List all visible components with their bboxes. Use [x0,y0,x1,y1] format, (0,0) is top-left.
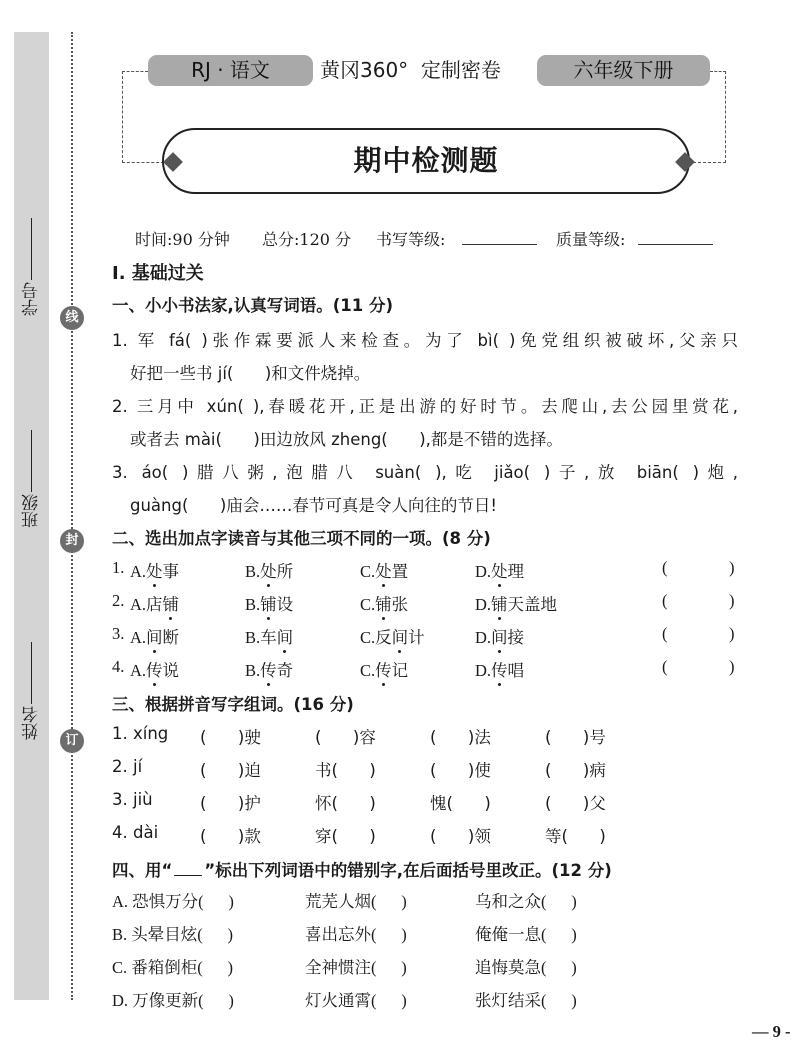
q4-item[interactable]: 追悔莫急( ) [475,958,577,977]
class-field[interactable] [14,430,49,528]
q2-number: 1. [112,558,125,577]
q2-number: 4. [112,657,125,676]
answer-paren-close[interactable]: ) [729,657,735,676]
seal-mark-xian: 线 [60,306,84,330]
option-word: 铺天盖地 [491,595,558,614]
answer-paren-open[interactable]: ( [662,591,668,610]
q3-blank-item[interactable]: ( )护 [200,794,261,813]
option-word: 间断 [146,628,180,647]
q3-blank-item[interactable]: 愧( ) [430,794,491,813]
q2-option[interactable] [360,624,425,648]
emphasis-dot-icon [267,617,270,620]
q3-pinyin: 1. xíng [112,724,169,743]
option-label: B. [245,628,261,647]
emphasis-dot-icon [283,650,286,653]
answer-paren-close[interactable]: ) [729,624,735,643]
q2-heading: 二、选出加点字读音与其他三项不同的一项。(8 分) [112,529,491,548]
writing-grade-label: 书写等级: [376,230,446,249]
q2-number: 3. [112,624,125,643]
option-label: B. [245,595,261,614]
q2-option[interactable] [360,657,408,681]
q3-blank-item[interactable]: 等( ) [545,827,606,846]
page-title: 期中检测题 [353,144,499,177]
q4-item[interactable]: 全神惯注( ) [305,958,407,977]
option-label: D. [475,661,492,680]
q3-pinyin: 3. jiù [112,790,153,809]
option-word-wrap [146,657,179,681]
exam-time: 时间:90 分钟 [135,230,230,249]
class-label: 班级 [22,494,42,528]
option-word-wrap [146,591,179,615]
option-word-wrap [260,558,293,582]
emphasis-dot-icon [153,683,156,686]
q4-item[interactable]: C. 番箱倒柜( ) [112,958,233,977]
emphasis-dot-icon [498,617,501,620]
option-word: 处理 [491,562,525,581]
option-word-wrap [146,624,179,648]
emphasis-dot-icon [382,683,385,686]
answer-paren-open[interactable]: ( [662,657,668,676]
emphasis-dot-icon [498,683,501,686]
q4-heading-post: ”标出下列词语中的错别字,在后面括号里改正。(12 分) [204,861,612,880]
seal-mark-ding: 订 [60,729,84,753]
q4-heading [112,857,612,881]
emphasis-dot-icon [382,584,385,587]
option-word: 车间 [260,628,294,647]
option-label: D. [475,595,492,614]
q4-item[interactable]: 俺俺一息( ) [475,925,577,944]
q3-blank-item[interactable]: ( )领 [430,827,491,846]
option-word: 传奇 [260,661,294,680]
q3-blank-item[interactable]: ( )迫 [200,761,261,780]
option-word-wrap [146,558,179,582]
q4-item[interactable]: 荒芜人烟( ) [305,892,407,911]
student-id-field[interactable] [14,218,49,316]
name-field[interactable] [14,642,49,740]
grade-badge: 六年级下册 [537,55,710,86]
option-word-wrap [375,591,408,615]
class-blank[interactable] [31,430,33,492]
q1-line: 或者去 mài( )田边放风 zheng( ),都是不错的选择。 [130,430,563,449]
part-heading: Ⅰ. 基础过关 [112,263,204,284]
q2-option[interactable] [475,591,557,615]
option-word-wrap [375,558,408,582]
option-word: 处所 [260,562,294,581]
option-label: C. [360,661,376,680]
q2-option[interactable] [475,657,524,681]
q3-blank-item[interactable]: ( )款 [200,827,261,846]
q1-line: guàng( )庙会……春节可真是令人向往的节日! [130,496,497,515]
option-word: 铺张 [375,595,409,614]
student-id-blank[interactable] [31,218,33,280]
q2-option[interactable] [245,558,293,582]
q2-option[interactable] [130,624,179,648]
emphasis-dot-icon [153,584,156,587]
q2-number: 2. [112,591,125,610]
option-label: A. [130,661,147,680]
answer-paren-open[interactable]: ( [662,558,668,577]
q3-blank-item[interactable]: ( )驶 [200,728,261,747]
q1-line: 2. 三月中 xún( ),春暖花开,正是出游的好时节。去爬山,去公园里赏花, [112,397,738,416]
frame-dash [710,71,726,72]
q3-blank-item[interactable]: ( )法 [430,728,491,747]
student-id-label: 学号 [22,282,42,316]
subject-badge: RJ · 语文 [148,55,313,86]
option-word: 传说 [146,661,180,680]
q3-blank-item[interactable]: 怀( ) [315,794,376,813]
title-box [162,128,690,194]
q4-heading-pre: 四、用“ [112,861,173,880]
option-label: D. [475,628,492,647]
option-word: 传唱 [491,661,525,680]
option-label: A. [130,562,147,581]
q2-option[interactable] [360,591,408,615]
option-label: C. [360,628,376,647]
q3-pinyin: 4. dài [112,823,159,842]
frame-dash [122,71,123,163]
option-word: 传记 [375,661,409,680]
writing-grade-blank[interactable] [462,244,537,245]
q2-option[interactable] [245,624,293,648]
option-word-wrap [491,591,557,615]
option-word: 铺设 [260,595,294,614]
option-label: C. [360,595,376,614]
q4-item[interactable]: 喜出忘外( ) [305,925,407,944]
option-word-wrap [375,657,408,681]
q3-heading: 三、根据拼音写字组词。(16 分) [112,695,354,714]
q3-blank-item[interactable]: 穿( ) [315,827,376,846]
option-label: A. [130,595,147,614]
name-blank[interactable] [31,642,33,704]
q2-option[interactable] [475,624,524,648]
option-word-wrap [260,624,293,648]
q2-option[interactable] [245,591,293,615]
emphasis-dot-icon [267,683,270,686]
q3-blank-item[interactable]: ( )父 [545,794,606,813]
q2-option[interactable] [475,558,524,582]
emphasis-dot-icon [382,617,385,620]
emphasis-dot-icon [169,617,172,620]
q2-option[interactable] [130,657,179,681]
q3-blank-item[interactable]: ( )使 [430,761,491,780]
emphasis-dot-icon [498,584,501,587]
q4-item[interactable]: 乌和之众( ) [475,892,577,911]
q4-item[interactable]: D. 万像更新( ) [112,991,234,1010]
option-word-wrap [260,657,293,681]
q3-pinyin: 2. jí [112,757,143,776]
emphasis-dot-icon [498,650,501,653]
cut-line [71,32,73,1000]
q1-line: 1. 军 fá( )张作霖要派人来检查。为了 bì( )免党组织被破坏,父亲只 [112,331,738,350]
option-label: A. [130,628,147,647]
option-word: 处置 [375,562,409,581]
emphasis-dot-icon [398,650,401,653]
q2-option[interactable] [130,558,179,582]
series-name: 黄冈360° 定制密卷 [320,58,501,82]
q3-blank-item[interactable]: ( )号 [545,728,606,747]
q1-line: 好把一些书 jí( )和文件烧掉。 [130,364,371,383]
quality-grade-label: 质量等级: [556,230,626,249]
underline-sample [174,865,202,876]
frame-dash [122,162,164,163]
name-label: 姓名 [22,706,42,740]
page-number: — 9 - [752,1022,791,1041]
option-label: D. [475,562,492,581]
frame-dash [725,71,726,163]
option-label: B. [245,661,261,680]
q4-item[interactable]: A. 恐惧万分( ) [112,892,234,911]
option-word-wrap [491,624,524,648]
emphasis-dot-icon [267,584,270,587]
option-label: B. [245,562,261,581]
answer-paren-close[interactable]: ) [729,591,735,610]
emphasis-dot-icon [153,650,156,653]
option-word: 间接 [491,628,525,647]
q3-blank-item[interactable]: ( )容 [315,728,376,747]
q2-option[interactable] [360,558,408,582]
option-word: 店铺 [146,595,180,614]
option-word: 处事 [146,562,180,581]
option-word: 反间计 [375,628,425,647]
option-word-wrap [491,657,524,681]
seal-mark-feng: 封 [60,529,84,553]
q4-item[interactable]: 张灯结采( ) [475,991,577,1010]
option-word-wrap [491,558,524,582]
answer-paren-close[interactable]: ) [729,558,735,577]
total-score: 总分:120 分 [262,230,352,249]
q3-blank-item[interactable]: ( )病 [545,761,606,780]
q4-item[interactable]: B. 头晕目炫( ) [112,925,233,944]
q1-line: 3. áo( )腊八粥,泡腊八 suàn( ),吃 jiǎo( )子,放 biān( )炮, [112,463,738,482]
q2-option[interactable] [130,591,179,615]
option-word-wrap [260,591,293,615]
q1-heading: 一、小小书法家,认真写词语。(11 分) [112,296,394,315]
answer-paren-open[interactable]: ( [662,624,668,643]
q4-item[interactable]: 灯火通霄( ) [305,991,407,1010]
q2-option[interactable] [245,657,293,681]
option-label: C. [360,562,376,581]
q3-blank-item[interactable]: 书( ) [315,761,376,780]
frame-dash [122,71,148,72]
quality-grade-blank[interactable] [638,244,713,245]
option-word-wrap [375,624,425,648]
